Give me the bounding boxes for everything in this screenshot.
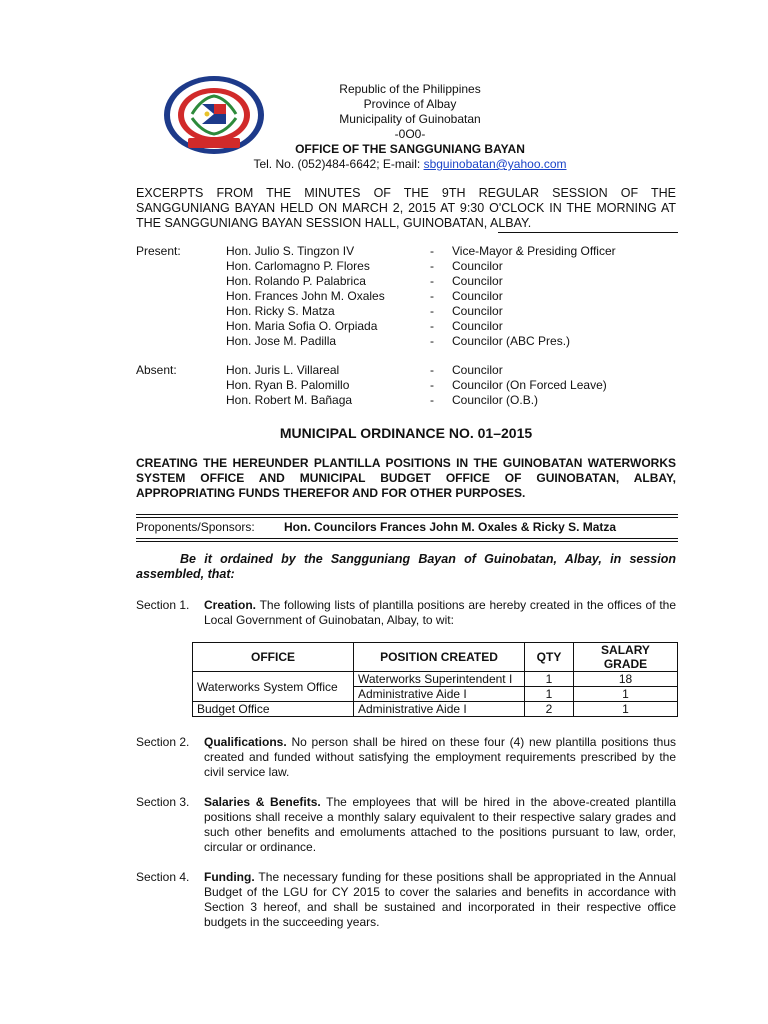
member-name: Hon. Carlomagno P. Flores	[226, 259, 370, 273]
member-name: Hon. Maria Sofia O. Orpiada	[226, 319, 378, 333]
member-role: Councilor (ABC Pres.)	[452, 334, 571, 348]
header-municipality: Municipality of Guinobatan	[339, 112, 481, 126]
qty-cell: 1	[525, 672, 574, 687]
member-dash: -	[430, 363, 434, 377]
absent-row	[136, 393, 696, 408]
present-row	[136, 274, 696, 289]
divider-line	[136, 541, 678, 542]
member-name: Hon. Robert M. Bañaga	[226, 393, 353, 407]
absent-row	[136, 378, 696, 393]
present-label: Present:	[136, 244, 181, 258]
sponsors-label: Proponents/Sponsors:	[136, 520, 255, 534]
ordinance-description: CREATING THE HEREUNDER PLANTILLA POSITIONS IN THE GUINOBATAN WATERWORKS SYSTEM OFFICE AND MUNICIPAL BUDGET OFFICE OF GUINOBATAN, ALBAY, APPROPRIATING FUNDS THEREFOR AND FOR OTHER PURPOSES.	[136, 456, 676, 500]
column-header: POSITION CREATED	[354, 643, 525, 672]
header-divider-text: -0O0-	[394, 127, 426, 141]
table-row	[193, 672, 678, 687]
sponsors-names: Hon. Councilors Frances John M. Oxales & Ricky S. Matza	[284, 520, 617, 534]
section-heading: Salaries & Benefits.	[204, 795, 321, 809]
present-row	[136, 319, 696, 334]
member-role: Vice-Mayor & Presiding Officer	[452, 244, 616, 258]
divider-line	[136, 538, 678, 539]
grade-cell: 1	[574, 702, 678, 717]
section-body	[204, 598, 676, 628]
section-number: Section 4.	[136, 870, 190, 884]
position-cell: Administrative Aide I	[354, 702, 525, 717]
section-text: No person shall be hired on these four (4) new plantilla positions thus created and funded without satisfying the employment requirements prescribed by the civil service law.	[204, 735, 676, 779]
position-cell: Administrative Aide I	[354, 687, 525, 702]
section-number: Section 1.	[136, 598, 190, 612]
divider-line	[136, 514, 678, 515]
table-header-row	[193, 643, 678, 672]
member-dash: -	[430, 289, 434, 303]
member-role: Councilor	[452, 289, 503, 303]
member-dash: -	[430, 244, 434, 258]
section-body	[204, 735, 676, 780]
member-dash: -	[430, 378, 434, 392]
member-dash: -	[430, 393, 434, 407]
section-number: Section 2.	[136, 735, 190, 749]
section-body	[204, 795, 676, 855]
present-row	[136, 244, 696, 259]
member-role: Councilor (On Forced Leave)	[452, 378, 607, 392]
qty-cell: 1	[525, 687, 574, 702]
section-heading: Creation.	[204, 598, 257, 612]
section-heading: Funding.	[204, 870, 255, 884]
header-contact	[200, 157, 620, 172]
qty-cell: 2	[525, 702, 574, 717]
column-header: SALARY GRADE	[574, 643, 678, 672]
letterhead	[200, 82, 620, 172]
member-dash: -	[430, 319, 434, 333]
enacting-clause: Be it ordained by the Sangguniang Bayan of Guinobatan, Albay, in session assembled, that:	[136, 552, 676, 581]
email-link[interactable]: sbguinobatan@yahoo.com	[423, 157, 567, 171]
member-role: Councilor	[452, 274, 503, 288]
grade-cell: 18	[574, 672, 678, 687]
member-name: Hon. Jose M. Padilla	[226, 334, 337, 348]
member-role: Councilor	[452, 259, 503, 273]
member-dash: -	[430, 334, 434, 348]
section-body	[204, 870, 676, 930]
present-row	[136, 304, 696, 319]
member-role: Councilor (O.B.)	[452, 393, 539, 407]
header-republic: Republic of the Philippines	[339, 82, 481, 96]
member-role: Councilor	[452, 363, 503, 377]
section-text: The employees that will be hired in the above-created plantilla positions shall receive a monthly salary equivalent to their respective salary grades and such other benefits and emoluments attached to the positions pursuant to law, order, circular or ordinance.	[204, 795, 676, 854]
member-name: Hon. Ryan B. Palomillo	[226, 378, 350, 392]
member-name: Hon. Juris L. Villareal	[226, 363, 340, 377]
member-dash: -	[430, 304, 434, 318]
column-header: OFFICE	[193, 643, 354, 672]
present-row	[136, 289, 696, 304]
member-name: Hon. Frances John M. Oxales	[226, 289, 385, 303]
member-dash: -	[430, 274, 434, 288]
office-cell: Budget Office	[193, 702, 354, 717]
divider-line	[136, 517, 678, 518]
section-heading: Qualifications.	[204, 735, 287, 749]
positions-table	[192, 642, 678, 717]
grade-cell: 1	[574, 687, 678, 702]
header-tel: Tel. No. (052)484-6642; E-mail:	[253, 157, 424, 171]
section-number: Section 3.	[136, 795, 190, 809]
member-dash: -	[430, 259, 434, 273]
absent-row	[136, 363, 696, 378]
header-province: Province of Albay	[363, 97, 457, 111]
member-role: Councilor	[452, 304, 503, 318]
present-row	[136, 334, 696, 349]
member-name: Hon. Julio S. Tingzon IV	[226, 244, 355, 258]
column-header: QTY	[525, 643, 574, 672]
present-row	[136, 259, 696, 274]
minutes-excerpt: EXCERPTS FROM THE MINUTES OF THE 9TH REGULAR SESSION OF THE SANGGUNIANG BAYAN HELD ON MARCH 2, 2015 AT 9:30 O'CLOCK IN THE MORNING AT THE SANGGUNIANG BAYAN SESSION HALL, GUINOBATAN, ALBAY.	[136, 186, 676, 230]
position-cell: Waterworks Superintendent I	[354, 672, 525, 687]
member-name: Hon. Rolando P. Palabrica	[226, 274, 366, 288]
section-text: The following lists of plantilla positions are hereby created in the offices of the Local Government of Guinobatan, Albay, to wit:	[204, 598, 676, 627]
excerpt-underline	[498, 232, 678, 233]
member-role: Councilor	[452, 319, 503, 333]
header-office: OFFICE OF THE SANGGUNIANG BAYAN	[295, 142, 525, 156]
section-text: The necessary funding for these positions shall be appropriated in the Annual Budget of the LGU for CY 2015 to cover the salaries and benefits in accordance with Section 3 hereof, and shall be sustained and incorporated in their respective office budgets in the succeeding years.	[204, 870, 676, 929]
absent-list	[136, 363, 696, 408]
office-cell: Waterworks System Office	[193, 672, 354, 702]
table-row	[193, 702, 678, 717]
present-list	[136, 244, 696, 349]
ordinance-title: MUNICIPAL ORDINANCE NO. 01–2015	[279, 425, 533, 441]
member-name: Hon. Ricky S. Matza	[226, 304, 335, 318]
absent-label: Absent:	[136, 363, 177, 377]
